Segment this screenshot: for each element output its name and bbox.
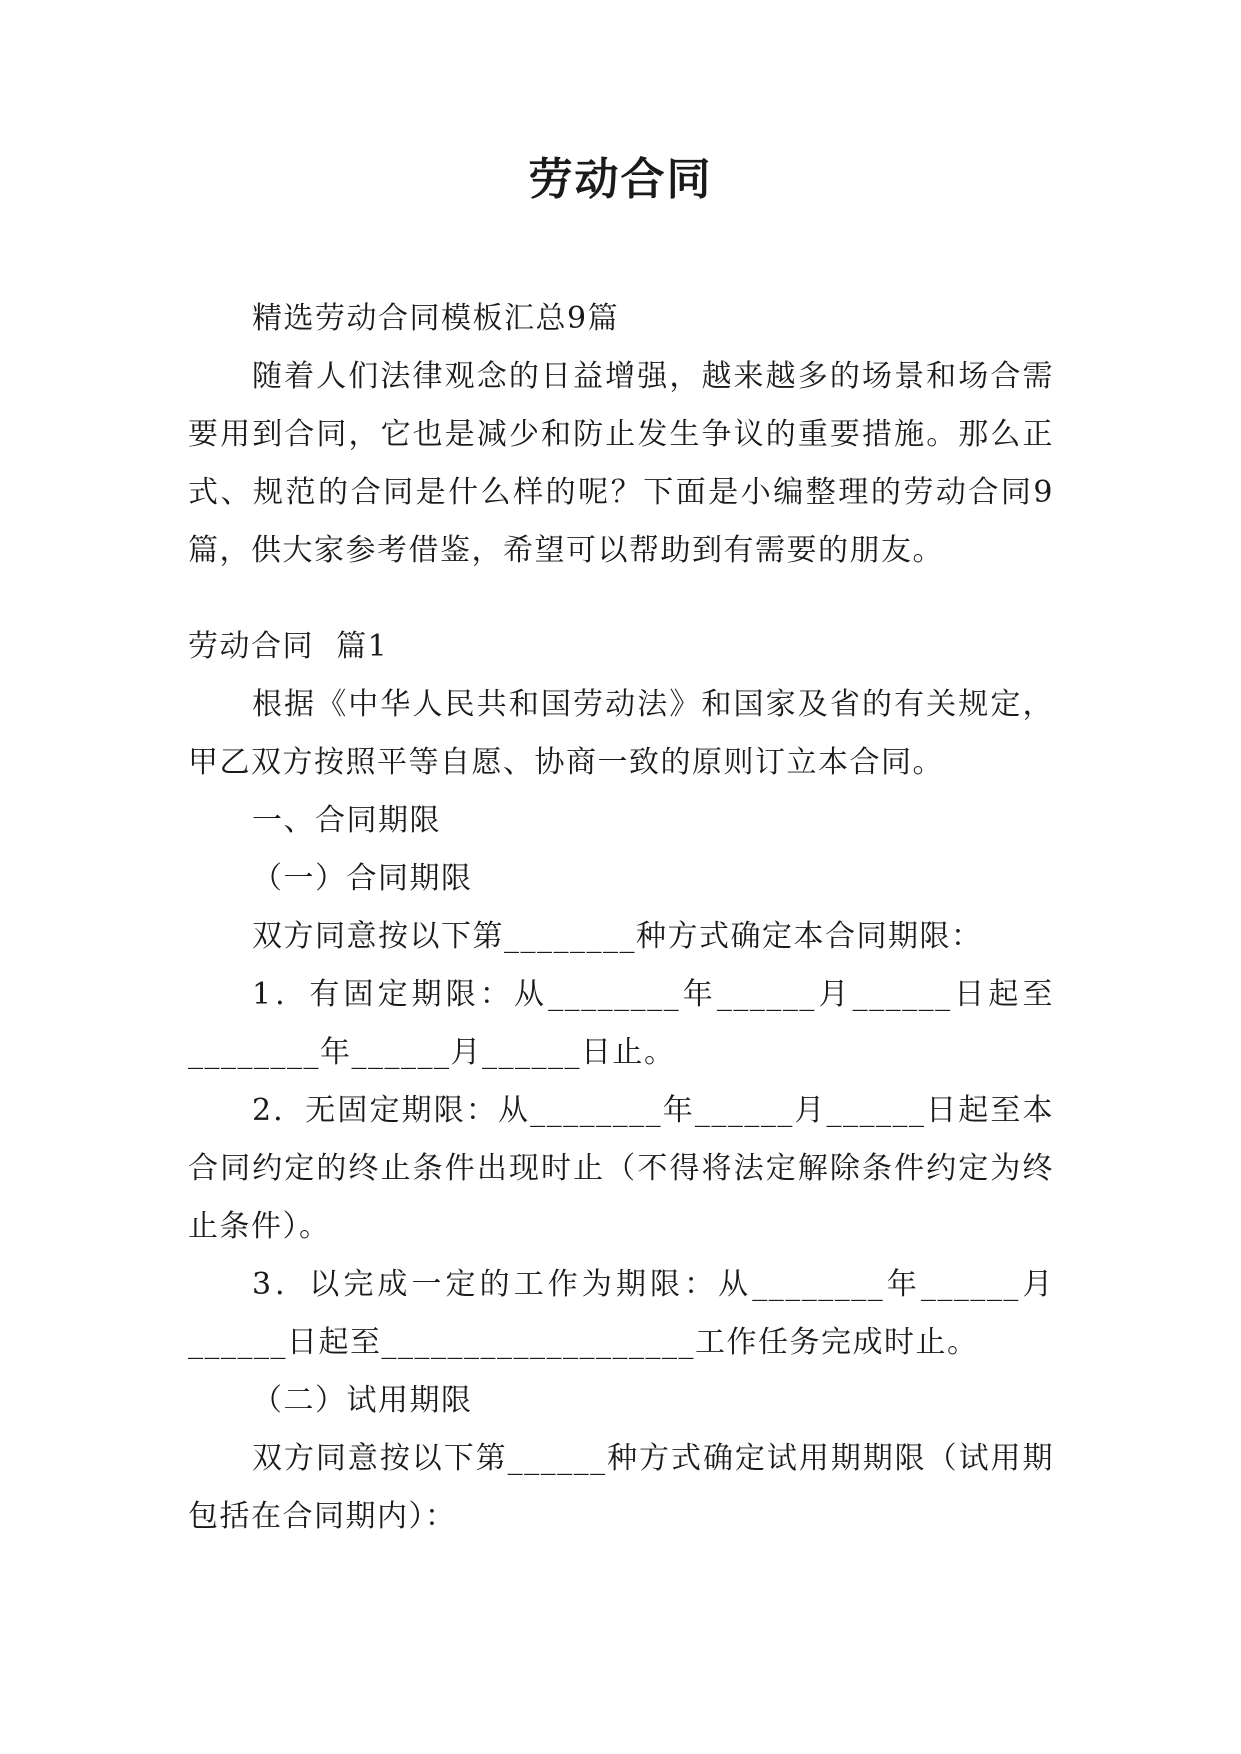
subclause-probation: （二）试用期限: [252, 1383, 473, 1418]
document-title: 劳动合同: [528, 154, 713, 205]
section-title: 劳动合同 篇1: [188, 629, 389, 664]
paragraph-probation-method: 双方同意按以下第______种方式确定试用期期限（试用期包括在合同期内）：: [188, 1441, 1054, 1534]
paragraph-legal-basis: 根据《中华人民共和国劳动法》和国家及省的有关规定，甲乙双方按照平等自愿、协商一致的原则订立本合同。: [188, 687, 1054, 780]
option-fixed-term: 1．有固定期限：从________年______月______日起至________年______月______日止。: [188, 977, 1054, 1070]
intro-paragraph: 随着人们法律观念的日益增强，越来越多的场景和场合需要用到合同，它也是减少和防止发生争议的重要措施。那么正式、规范的合同是什么样的呢？下面是小编整理的劳动合同9篇，供大家参考借鉴，希望可以帮助到有需要的朋友。: [188, 359, 1054, 568]
option-open-ended-term: 2．无固定期限：从________年______月______日起至本合同约定的终止条件出现时止（不得将法定解除条件约定为终止条件）。: [188, 1093, 1054, 1244]
document-body: [188, 290, 1054, 1546]
option-task-based-term: 3．以完成一定的工作为期限：从________年______月______日起至___________________工作任务完成时止。: [188, 1267, 1054, 1360]
subclause-contract-term: （一）合同期限: [252, 861, 473, 896]
paragraph-term-method: 双方同意按以下第________种方式确定本合同期限：: [252, 919, 983, 954]
intro-heading: 精选劳动合同模板汇总9篇: [252, 301, 620, 336]
clause-contract-term: 一、合同期限: [252, 803, 441, 838]
